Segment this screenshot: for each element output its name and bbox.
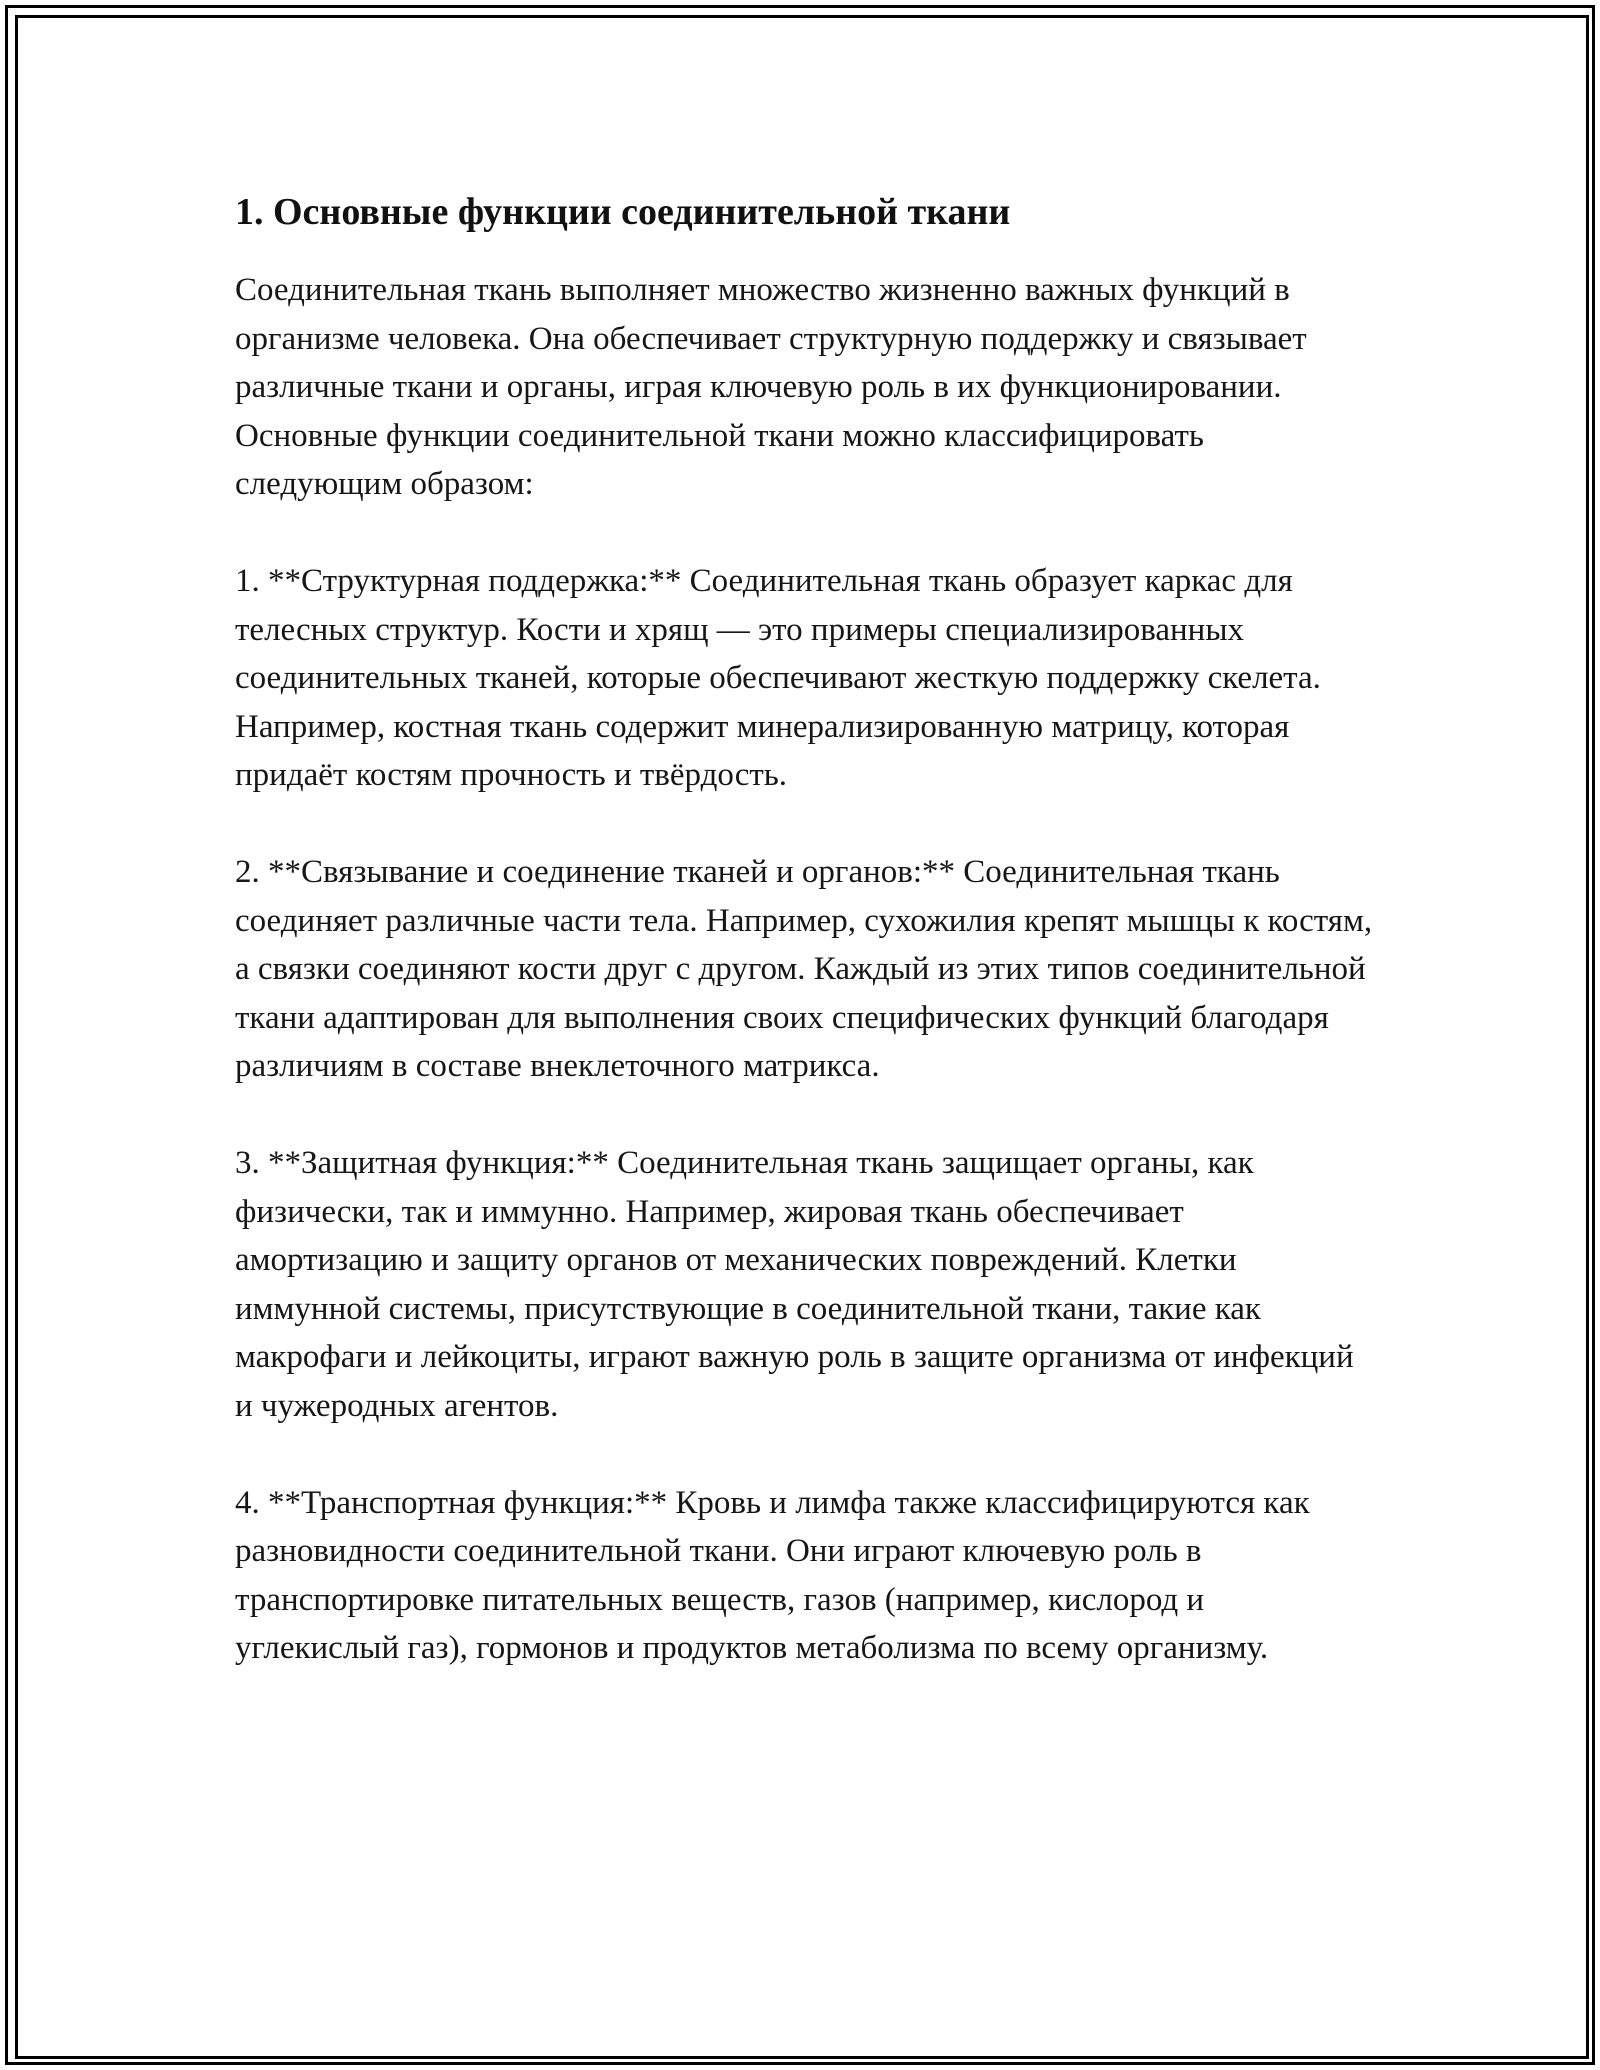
paragraph-protective-function: 3. **Защитная функция:** Соединительная ткань защищает органы, как физически, так и иммунно. Например, жировая ткань обеспечивает амортизацию и защиту органов от механических повреждений. Клетки иммунной системы, присутствующие в соединительной ткани, такие как макрофаги и лейкоциты, играют важную роль в защите организма от инфекций и чужеродных агентов. — [235, 1145, 1354, 1424]
paragraph-transport-function: 4. **Транспортная функция:** Кровь и лимфа также классифицируются как разновидности соединительной ткани. Они играют ключевую роль в транспортировке питательных веществ, газов (например, кислород и углекислый газ), гормонов и продуктов метаболизма по всему организму. — [235, 1484, 1310, 1666]
section-title: 1. Основные функции соединительной ткани — [235, 191, 1011, 233]
intro-paragraph: Соединительная ткань выполняет множество жизненно важных функций в организме человека. Она обеспечивает структурную поддержку и связывает различные ткани и органы, играя ключевую роль в их функционировании. Основные функции соединительной ткани можно классифицировать следующим образом: — [235, 272, 1307, 502]
paragraph-binding-connection: 2. **Связывание и соединение тканей и органов:** Соединительная ткань соединяет различные части тела. Например, сухожилия крепят мышцы к костям, а связки соединяют кости друг с другом. Каждый из этих типов соединительной ткани адаптирован для выполнения своих специфических функций благодаря различиям в составе внеклеточного матрикса. — [235, 854, 1373, 1084]
paragraph-structural-support: 1. **Структурная поддержка:** Соединительная ткань образует каркас для телесных структур. Кости и хрящ — это примеры специализированных соединительных тканей, которые обеспечивают жесткую поддержку скелета. Например, костная ткань содержит минерализированную матрицу, которая придаёт костям прочность и твёрдость. — [235, 563, 1321, 793]
document-body — [235, 188, 1375, 1721]
